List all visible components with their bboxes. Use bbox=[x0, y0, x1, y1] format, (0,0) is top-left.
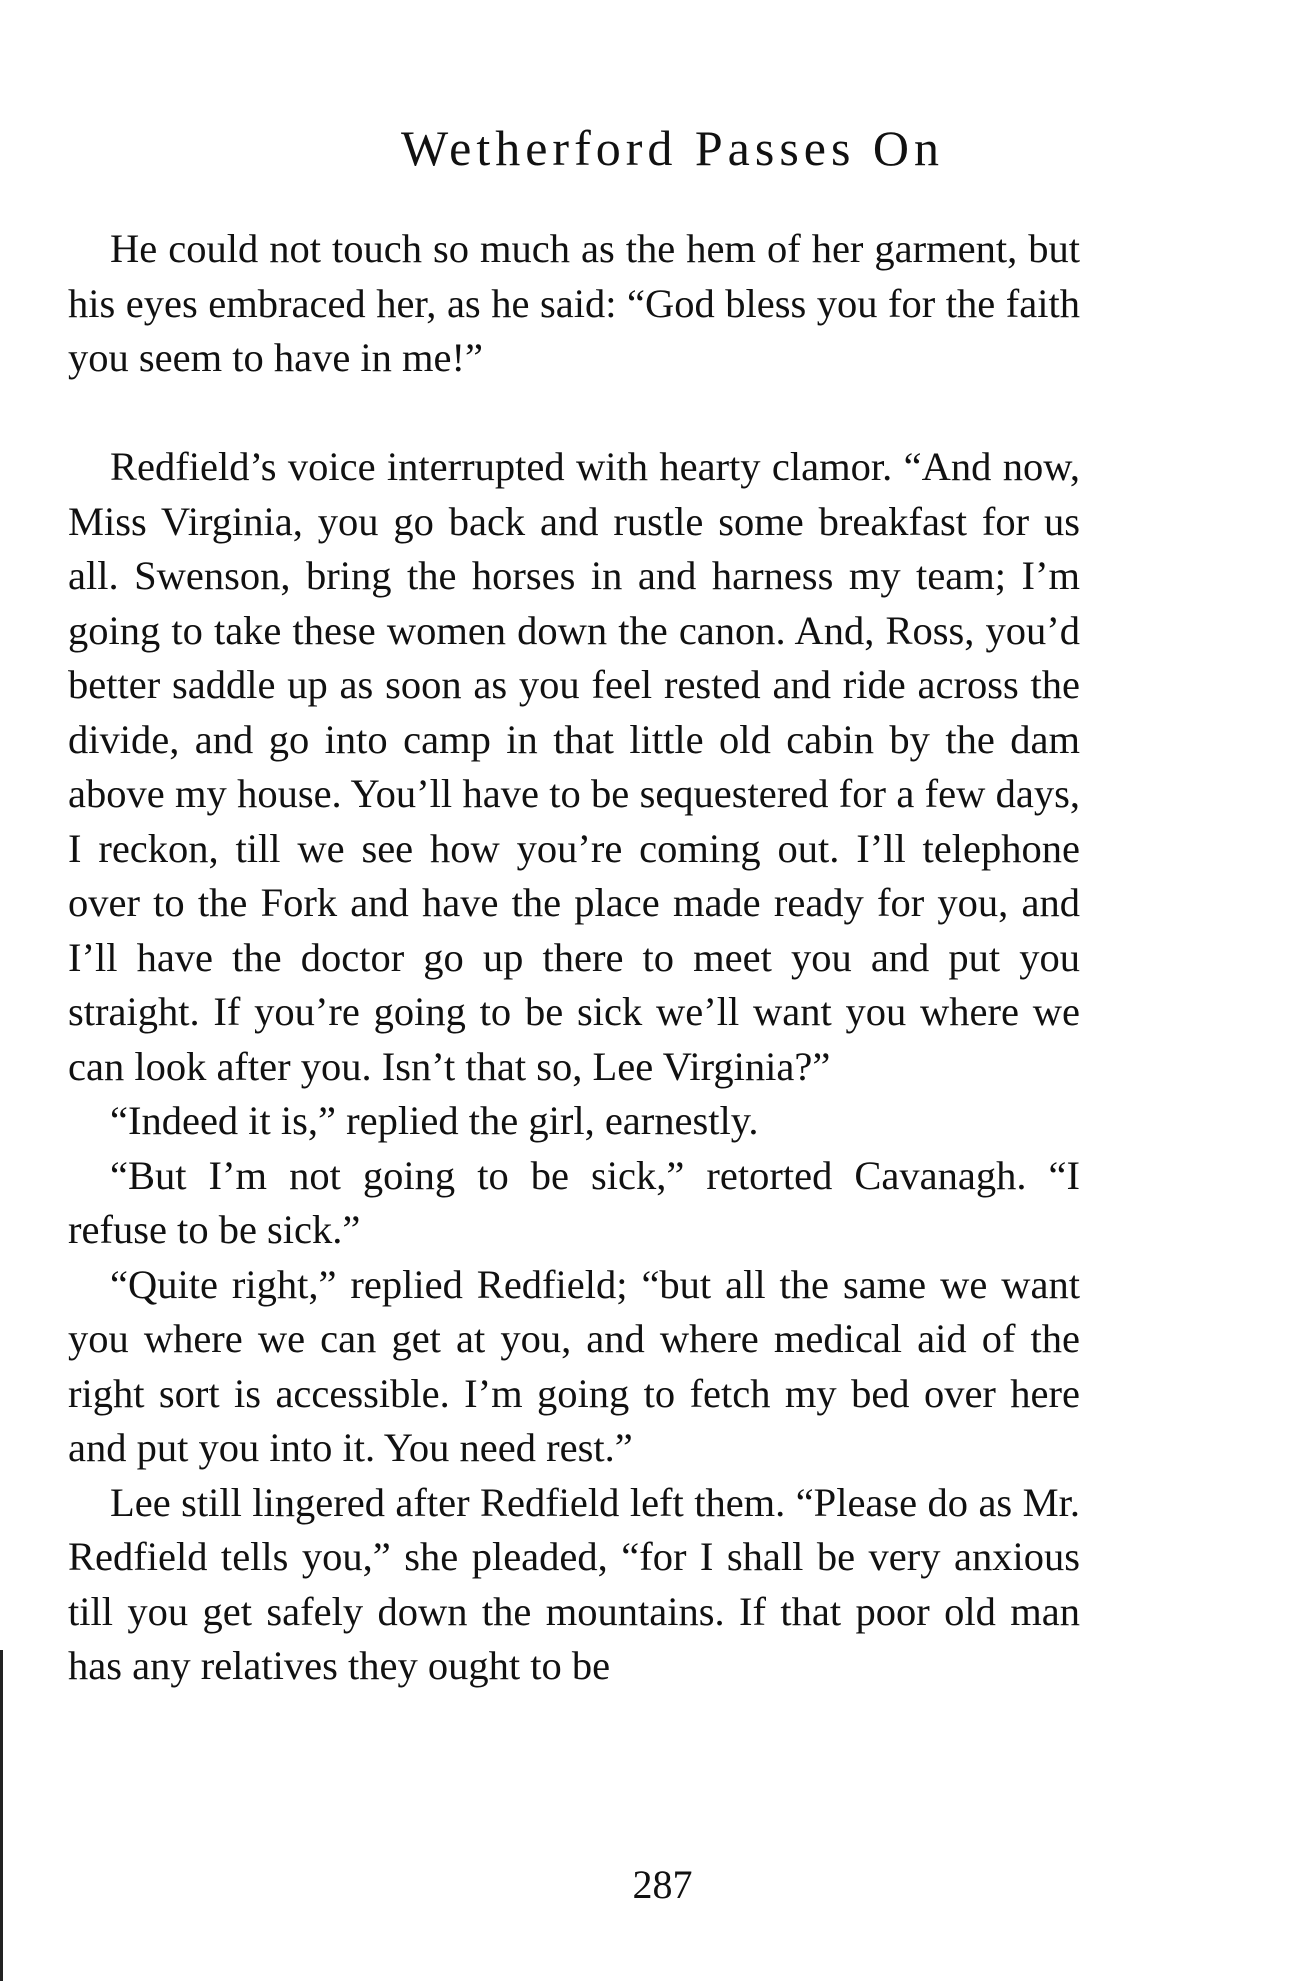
text-block-main bbox=[68, 440, 1080, 1694]
paragraph-3: “Indeed it is,” replied the girl, earnestly. bbox=[110, 1098, 759, 1143]
page-number: 287 bbox=[632, 1862, 693, 1907]
paragraph-2: Redfield’s voice interrupted with hearty clamor. “And now, Miss Virginia, you go back and rustle some breakfast for us all. Swenson, bring the horses in and harness my team; I’m going to take these women down the canon. And, Ross, you’d better saddle up as soon as you feel rested and ride across the divide, and go into camp in that little old cabin by the dam above my house. You’ll have to be sequestered for a few days, I reckon, till we see how you’re coming out. I’ll telephone over to the Fork and have the place made ready for you, and I’ll have the doctor go up there to meet you and put you straight. If you’re going to be sick we’ll want you where we can look after you. Isn’t that so, Lee Virginia?” bbox=[68, 444, 1080, 1089]
paragraph-5: “Quite right,” replied Redfield; “but all the same we want you where we can get at you, and where medical aid of the right sort is accessible. I’m going to fetch my bed over here and put you into it. You need rest.” bbox=[68, 1261, 1080, 1470]
text-block-top bbox=[68, 222, 1080, 386]
paragraph-4: “But I’m not going to be sick,” retorted Cavanagh. “I refuse to be sick.” bbox=[68, 1152, 1080, 1252]
paragraph-6: Lee still lingered after Redfield left them. “Please do as Mr. Redfield tells you,” she pleaded, “for I shall be very anxious till you get safely down the mountains. If that poor old man has any relatives they ought to be bbox=[68, 1479, 1080, 1688]
page-edge-rule bbox=[0, 1650, 3, 1981]
running-title: Wetherford Passes On bbox=[400, 120, 945, 176]
paragraph-1: He could not touch so much as the hem of her garment, but his eyes embraced her, as he said: “God bless you for the faith you seem to have in me!” bbox=[68, 226, 1080, 380]
